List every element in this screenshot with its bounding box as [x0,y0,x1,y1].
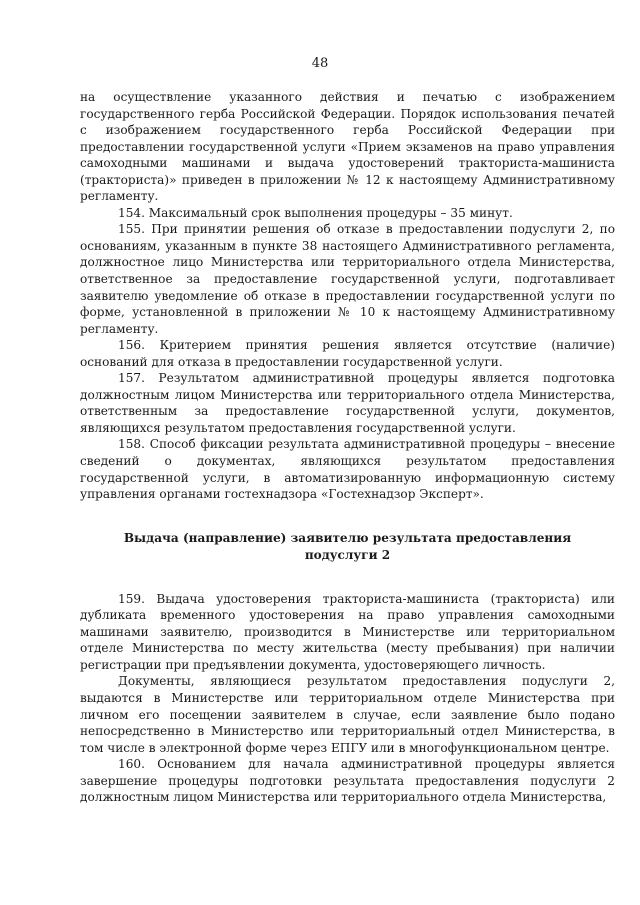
paragraph-documents-issuance: Документы, являющиеся результатом предоставления подуслуги 2, выдаются в Министерстве или территориальном отделе Министерства при личном его посещении заявителем в случае, если заявление было подано непосредственно в Министерство или территориальный отдел Министерства, в том числе в электронной форме через ЕПГУ или в многофункциональном центре. [80,674,615,755]
section-heading: Выдача (направление) заявителю результата предоставления подуслуги 2 [123,530,572,562]
paragraph-156: 156. Критерием принятия решения является отсутствие (наличие) оснований для отказа в предоставлении государственной услуги. [80,338,615,369]
paragraph-159: 159. Выдача удостоверения тракториста-машиниста (тракториста) или дубликата временного удостоверения на право управления самоходными машинами заявителю, производится в Министерстве или территориальном отделе Министерства по месту жительства (месту пребывания) при наличии регистрации при предъявлении документа, удостоверяющего личность. [80,591,615,672]
paragraph-157: 157. Результатом административной процедуры является подготовка должностным лицом Министерства или территориального отдела Министерства, ответственным за предоставление государственной услуги, документов, являющихся результатом предоставления государственной услуги. [80,371,615,435]
paragraph-158: 158. Способ фиксации результата административной процедуры – внесение сведений о документах, являющихся результатом предоставления государственной услуги, в автоматизированную информационную систему управления органами гостехнадзора «Гостехнадзор Эксперт». [80,437,615,502]
paragraph-160: 160. Основанием для начала административной процедуры является завершение процедуры подготовки результата предоставления подуслуги 2 должностным лицом Министерства или территориального отдела Министерства, [80,757,615,805]
paragraph-continuation: на осуществление указанного действия и печатью с изображением государственного герба Российской Федерации. Порядок использования печатей с изображением государственного герба Российской Федерации при предоставлении государственной услуги «Прием экзаменов на право управления самоходными машинами и выдача удостоверений тракториста-машиниста (тракториста)» приведен в приложении № 12 к настоящему Административному регламенту. [80,90,615,204]
paragraph-154: 154. Максимальный срок выполнения процедуры – 35 минут. [118,205,513,220]
paragraph-155: 155. При принятии решения об отказе в предоставлении подуслуги 2, по основаниям, указанным в пункте 38 настоящего Административного регламента, должностное лицо Министерства или территориального отдела Министерства, ответственное за предоставление государственной услуги, подготавливает заявителю уведомление об отказе в предоставлении государственной услуги по форме, установленной в приложении № 10 к настоящему Административному регламенту. [80,222,615,336]
document-body [80,89,615,806]
page-number: 48 [311,56,329,71]
